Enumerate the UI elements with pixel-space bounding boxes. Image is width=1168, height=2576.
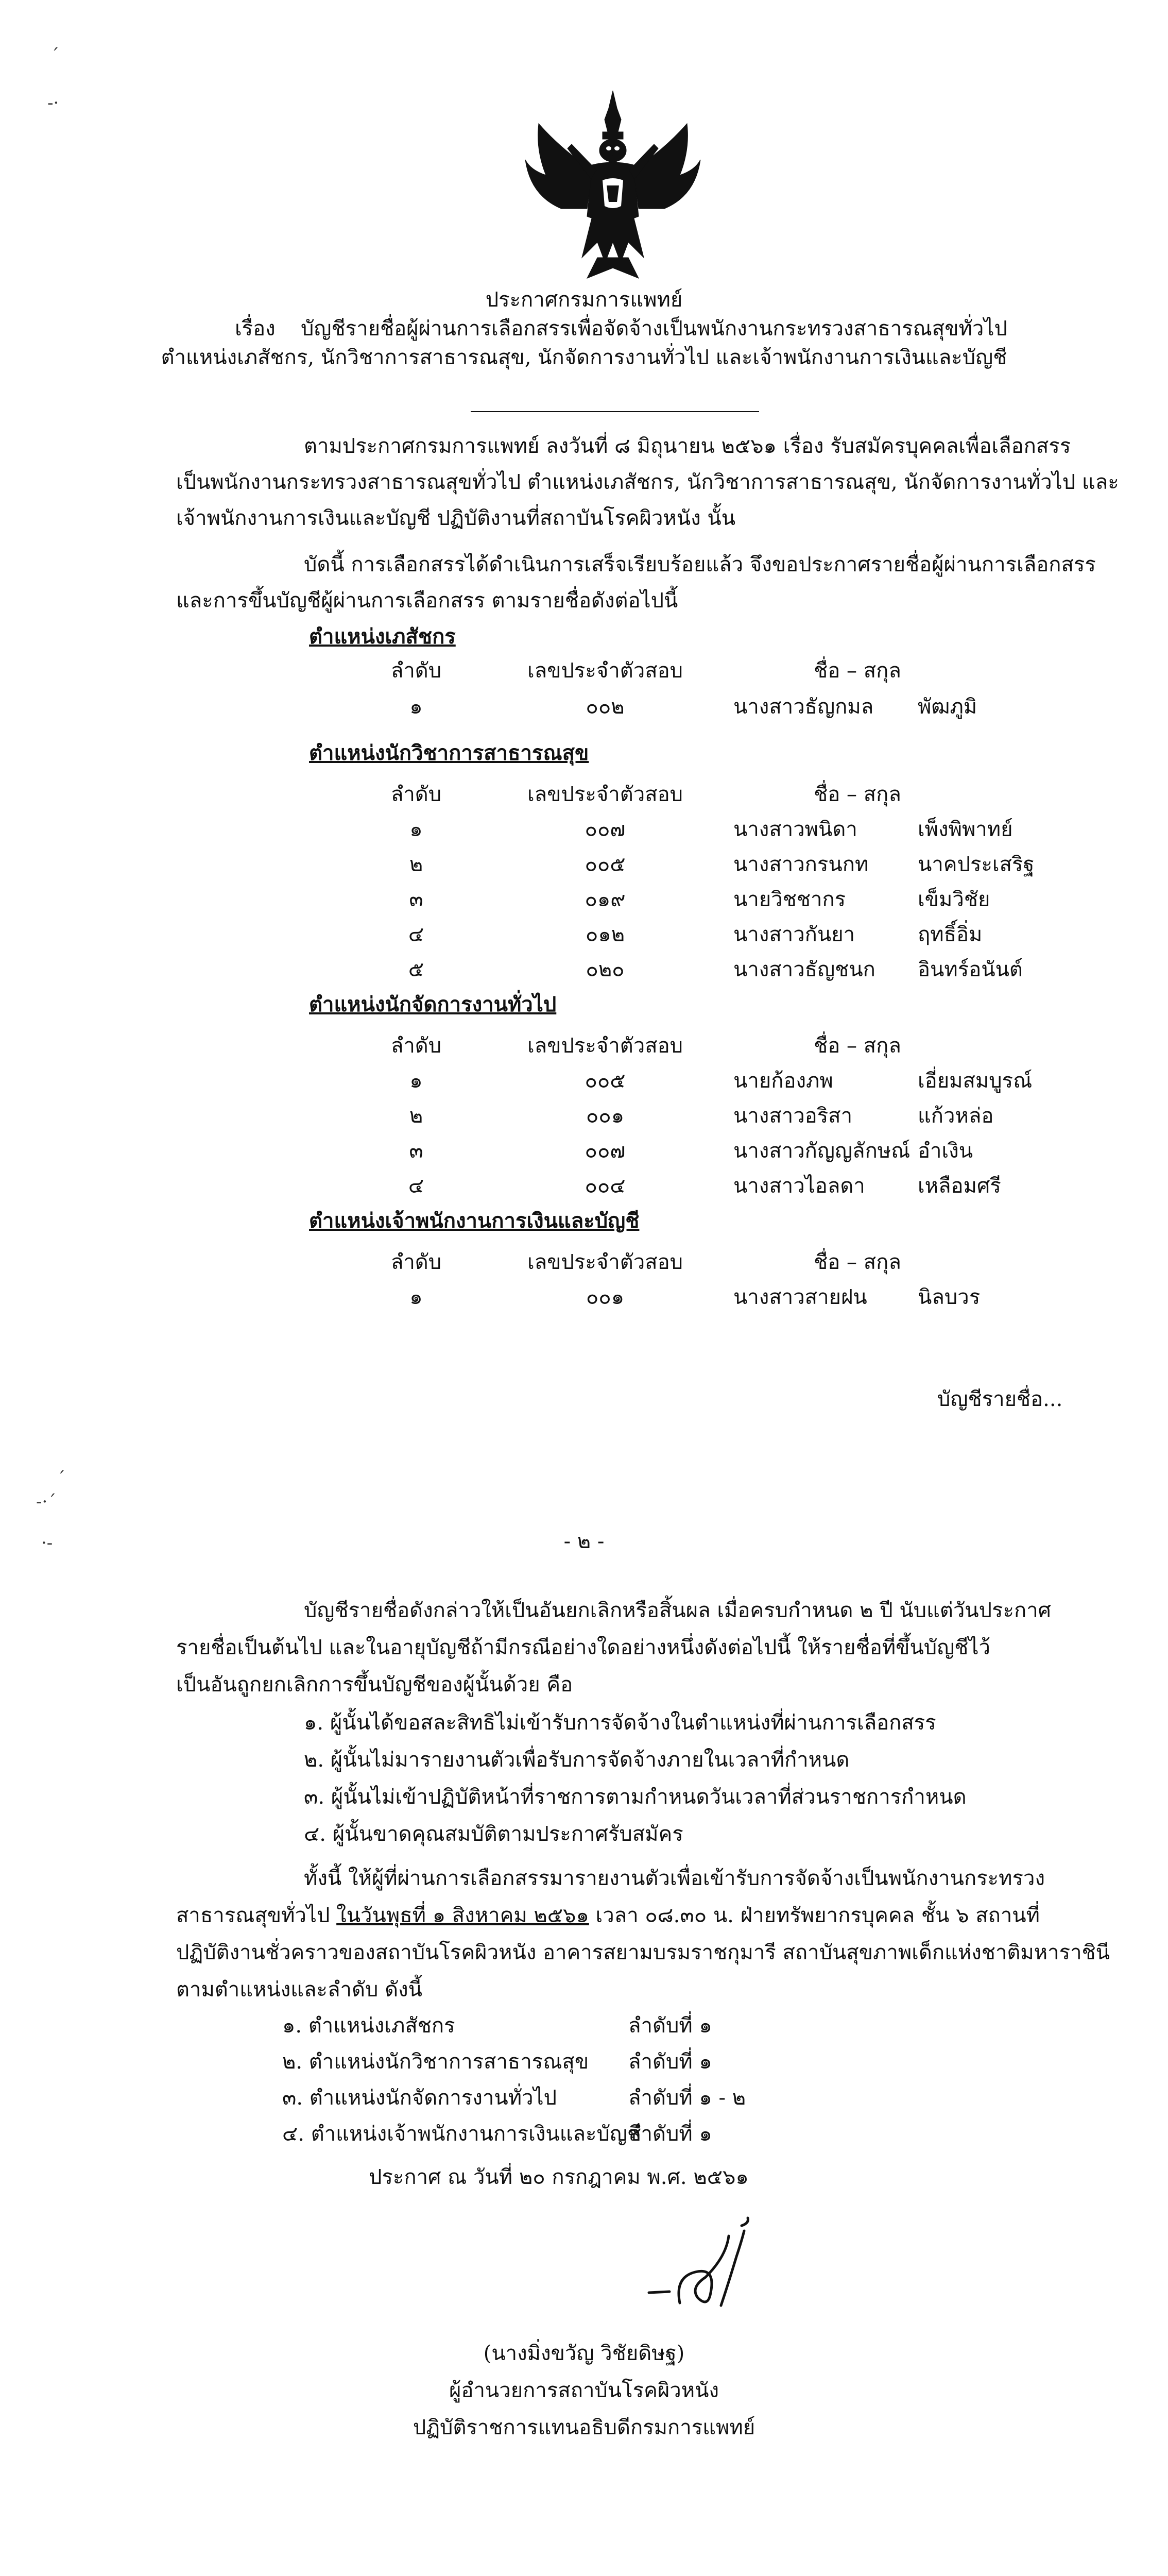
- table-row: [0, 691, 1168, 722]
- position-name: ๔. ตำแหน่งเจ้าพนักงานการเงินและบัญชี: [282, 2122, 642, 2146]
- position-row: [0, 2010, 1168, 2041]
- table-row: [0, 1171, 1168, 1201]
- row-exam-no: ๐๑๙: [585, 888, 626, 911]
- position-order: ลำดับที่ ๑: [628, 2122, 712, 2146]
- row-order: ๑: [409, 695, 423, 719]
- p2-paragraph-1-line: รายชื่อเป็นต้นไป และในอายุบัญชีถ้ามีกรณีอย่างใดอย่างหนึ่งดังต่อไปนี้ ให้รายชื่อที่ขึ้นบัญชีไว้: [176, 1636, 990, 1659]
- signer-title: ผู้อำนวยการสถาบันโรคผิวหนัง: [449, 2379, 719, 2402]
- col-name: ชื่อ – สกุล: [814, 659, 901, 683]
- p2-paragraph-2-line: ตามตำแหน่งและลำดับ ดังนี้: [176, 1978, 422, 2002]
- row-first-name: นางสาวกรนกท: [733, 853, 869, 876]
- col-exam-no: เลขประจำตัวสอบ: [527, 1034, 683, 1058]
- row-exam-no: ๐๒๐: [586, 958, 625, 981]
- table-row: [0, 814, 1168, 845]
- col-exam-no: เลขประจำตัวสอบ: [527, 783, 683, 806]
- row-order: ๔: [408, 923, 424, 946]
- condition-item: ๓. ผู้นั้นไม่เข้าปฏิบัติหน้าที่ราชการตามกำหนดวันเวลาที่ส่วนราชการกำหนด: [304, 1785, 967, 1809]
- row-order: ๑: [409, 1285, 423, 1309]
- table-row: [0, 919, 1168, 950]
- subject-line-2: ตำแหน่งเภสัชกร, นักวิชาการสาธารณสุข, นักจัดการงานทั่วไป และเจ้าพนักงานการเงินและบัญชี: [161, 346, 1007, 369]
- row-order: ๒: [409, 853, 423, 876]
- paragraph-2-line: และการขึ้นบัญชีผู้ผ่านการเลือกสรร ตามรายชื่อดังต่อไปนี้: [176, 589, 678, 613]
- subject-label: เรื่อง: [235, 317, 276, 341]
- table-row: [0, 1136, 1168, 1166]
- signer-title: ปฏิบัติราชการแทนอธิบดีกรมการแพทย์: [413, 2416, 755, 2439]
- p2-paragraph-2-line: ปฏิบัติงานชั่วคราวของสถาบันโรคผิวหนัง อาคารสยามบรมราชกุมารี สถาบันสุขภาพเด็กแห่งชาติมหาราชินี: [176, 1941, 1110, 1964]
- row-first-name: นางสาวไอลดา: [733, 1174, 865, 1198]
- continued-note: บัญชีรายชื่อ...: [937, 1387, 1063, 1411]
- paragraph-1-line: ตามประกาศกรมการแพทย์ ลงวันที่ ๘ มิถุนายน ๒๕๖๑ เรื่อง รับสมัครบุคคลเพื่อเลือกสรร: [304, 434, 1071, 458]
- table-header: [0, 779, 1168, 810]
- section-title: ตำแหน่งเจ้าพนักงานการเงินและบัญชี: [309, 1209, 640, 1233]
- row-first-name: นางสาวสายฝน: [733, 1285, 867, 1309]
- row-last-name: เข็มวิชัย: [918, 888, 990, 911]
- col-name: ชื่อ – สกุล: [814, 1034, 901, 1058]
- announcer: ประกาศกรมการแพทย์: [485, 288, 683, 312]
- position-name: ๑. ตำแหน่งเภสัชกร: [282, 2014, 455, 2038]
- paragraph-1-line: เป็นพนักงานกระทรวงสาธารณสุขทั่วไป ตำแหน่งเภสัชกร, นักวิชาการสาธารณสุข, นักจัดการงานทั่วไป และ: [176, 470, 1119, 494]
- row-last-name: เพ็งพิพาทย์: [918, 818, 1013, 841]
- announcement-date: ประกาศ ณ วันที่ ๒๐ กรกฎาคม พ.ศ. ๒๕๖๑: [369, 2165, 749, 2189]
- col-order: ลำดับ: [390, 659, 442, 683]
- col-exam-no: เลขประจำตัวสอบ: [527, 1250, 683, 1274]
- col-order: ลำดับ: [390, 1034, 442, 1058]
- position-name: ๒. ตำแหน่งนักวิชาการสาธารณสุข: [282, 2050, 589, 2074]
- position-order: ลำดับที่ ๑ - ๒: [628, 2086, 746, 2110]
- row-order: ๕: [408, 958, 424, 981]
- position-row: [0, 2082, 1168, 2113]
- text-segment: สาธารณสุขทั่วไป: [176, 1904, 337, 1927]
- row-exam-no: ๐๐๑: [586, 1104, 625, 1128]
- row-exam-no: ๐๐๔: [585, 1174, 626, 1198]
- row-last-name: อำเงิน: [918, 1139, 973, 1163]
- row-exam-no: ๐๐๑: [586, 1285, 625, 1309]
- row-first-name: นายวิชชากร: [733, 888, 846, 911]
- table-row: [0, 1065, 1168, 1096]
- position-row: [0, 2046, 1168, 2077]
- row-last-name: พัฒภูมิ: [918, 695, 977, 719]
- report-date: ในวันพุธที่ ๑ สิงหาคม ๒๕๖๑: [336, 1904, 589, 1927]
- table-row: [0, 884, 1168, 915]
- paragraph-2-line: บัดนี้ การเลือกสรรได้ดำเนินการเสร็จเรียบร้อยแล้ว จึงขอประกาศรายชื่อผู้ผ่านการเลือกสรร: [304, 553, 1096, 577]
- divider: [471, 411, 759, 412]
- row-exam-no: ๐๑๒: [585, 923, 625, 946]
- garuda-emblem-icon: [520, 88, 706, 283]
- row-last-name: เอี่ยมสมบูรณ์: [918, 1069, 1033, 1093]
- section-title: ตำแหน่งนักจัดการงานทั่วไป: [309, 992, 557, 1016]
- row-exam-no: ๐๐๕: [585, 853, 626, 876]
- scan-mark: -·ˊ: [36, 1492, 57, 1512]
- p2-paragraph-2-line: [176, 1902, 1040, 1929]
- position-order: ลำดับที่ ๑: [628, 2050, 712, 2074]
- table-row: [0, 1282, 1168, 1313]
- col-name: ชื่อ – สกุล: [814, 783, 901, 806]
- position-order: ลำดับที่ ๑: [628, 2014, 712, 2038]
- row-exam-no: ๐๐๗: [585, 1139, 626, 1163]
- section-title: ตำแหน่งนักวิชาการสาธารณสุข: [309, 741, 589, 765]
- row-order: ๒: [409, 1104, 423, 1128]
- scan-mark: ˊ: [57, 1468, 65, 1489]
- text-segment: เวลา ๐๘.๓๐ น. ฝ่ายทรัพยากรบุคคล ชั้น ๖ สถานที่: [589, 1904, 1040, 1927]
- row-exam-no: ๐๐๗: [585, 818, 626, 841]
- row-last-name: นิลบวร: [918, 1285, 981, 1309]
- table-row: [0, 849, 1168, 880]
- row-exam-no: ๐๐๕: [585, 1069, 626, 1093]
- page-number: - ๒ -: [563, 1530, 605, 1553]
- row-order: ๑: [409, 1069, 423, 1093]
- position-name: ๓. ตำแหน่งนักจัดการงานทั่วไป: [282, 2086, 557, 2110]
- row-order: ๔: [408, 1174, 424, 1198]
- col-order: ลำดับ: [390, 1250, 442, 1274]
- table-header: [0, 655, 1168, 686]
- section-title: ตำแหน่งเภสัชกร: [309, 624, 456, 649]
- condition-item: ๒. ผู้นั้นไม่มารายงานตัวเพื่อรับการจัดจ้างภายในเวลาที่กำหนด: [304, 1748, 850, 1772]
- table-header: [0, 1030, 1168, 1061]
- scan-mark: -·: [47, 93, 59, 113]
- row-order: ๓: [409, 1139, 423, 1163]
- table-row: [0, 954, 1168, 985]
- condition-item: ๔. ผู้นั้นขาดคุณสมบัติตามประกาศรับสมัคร: [304, 1822, 683, 1846]
- row-first-name: นางสาวกัญญลักษณ์: [733, 1139, 911, 1163]
- row-first-name: นายก้องภพ: [733, 1069, 833, 1093]
- row-last-name: แก้วหล่อ: [918, 1104, 994, 1128]
- position-row: [0, 2119, 1168, 2149]
- row-first-name: นางสาวอริสา: [733, 1104, 853, 1128]
- row-order: ๑: [409, 818, 423, 841]
- scan-mark: ˊ: [50, 45, 59, 66]
- row-last-name: นาคประเสริฐ: [918, 853, 1035, 876]
- condition-item: ๑. ผู้นั้นได้ขอสละสิทธิไม่เข้ารับการจัดจ้างในตำแหน่งที่ผ่านการเลือกสรร: [304, 1711, 936, 1735]
- paragraph-1-line: เจ้าพนักงานการเงินและบัญชี ปฏิบัติงานที่สถาบันโรคผิวหนัง นั้น: [176, 506, 736, 530]
- row-first-name: นางสาวธัญชนก: [733, 958, 875, 981]
- row-last-name: อินทร์อนันต์: [918, 958, 1023, 981]
- p2-paragraph-2-line: ทั้งนี้ ให้ผู้ที่ผ่านการเลือกสรรมารายงานตัวเพื่อเข้ารับการจัดจ้างเป็นพนักงานกระทรวง: [304, 1867, 1045, 1890]
- signer-name: (นางมิ่งขวัญ วิชัยดิษฐ): [483, 2342, 685, 2365]
- row-last-name: ฤทธิ์อิ่ม: [918, 923, 983, 946]
- subject-line-1: บัญชีรายชื่อผู้ผ่านการเลือกสรรเพื่อจัดจ้างเป็นพนักงานกระทรวงสาธารณสุขทั่วไป: [301, 317, 1007, 341]
- scan-mark: ·-: [41, 1533, 53, 1553]
- p2-paragraph-1-line: บัญชีรายชื่อดังกล่าวให้เป็นอันยกเลิกหรือสิ้นผล เมื่อครบกำหนด ๒ ปี นับแต่วันประกาศ: [304, 1599, 1052, 1622]
- col-order: ลำดับ: [390, 783, 442, 806]
- p2-paragraph-1-line: เป็นอันถูกยกเลิกการขึ้นบัญชีของผู้นั้นด้วย คือ: [176, 1673, 573, 1697]
- row-first-name: นางสาวธัญกมล: [733, 695, 874, 719]
- table-row: [0, 1100, 1168, 1131]
- signature-icon: [639, 2215, 772, 2318]
- row-last-name: เหลือมศรี: [918, 1174, 1001, 1198]
- col-exam-no: เลขประจำตัวสอบ: [527, 659, 683, 683]
- row-first-name: นางสาวกันยา: [733, 923, 855, 946]
- row-exam-no: ๐๐๒: [586, 695, 625, 719]
- row-order: ๓: [409, 888, 423, 911]
- table-header: [0, 1247, 1168, 1278]
- row-first-name: นางสาวพนิดา: [733, 818, 857, 841]
- col-name: ชื่อ – สกุล: [814, 1250, 901, 1274]
